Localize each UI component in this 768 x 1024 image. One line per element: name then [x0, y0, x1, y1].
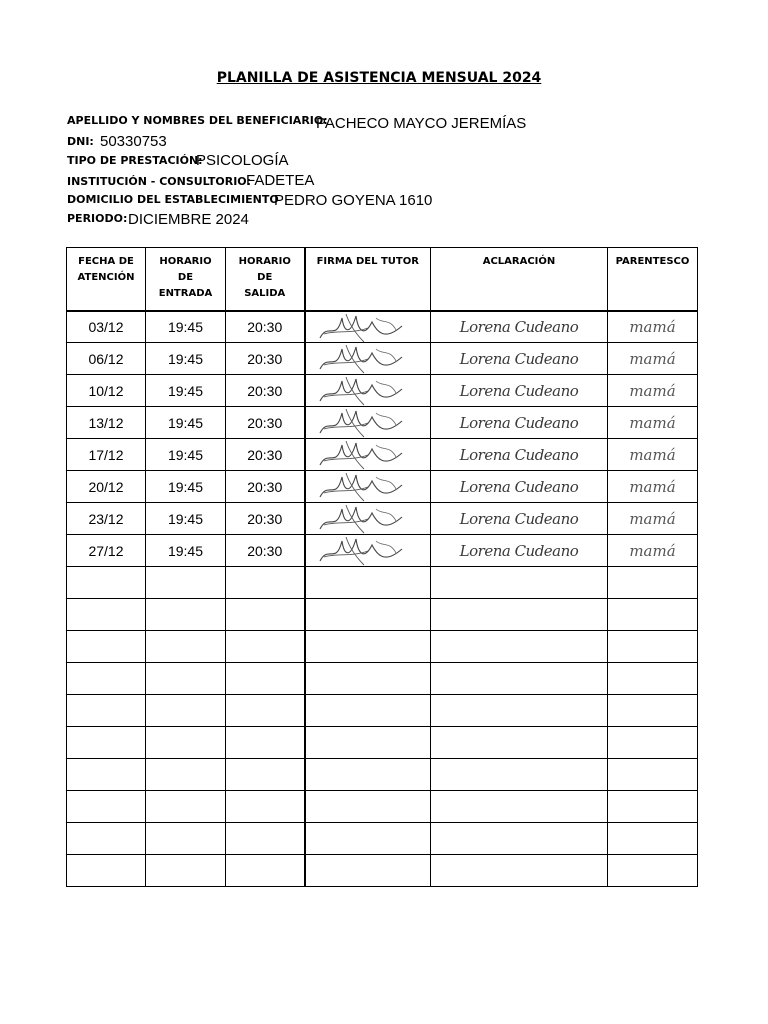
- cell-empty: [67, 791, 146, 823]
- parentesco-text: mamá: [629, 541, 676, 560]
- cell-empty: [608, 855, 698, 887]
- cell-fecha: 27/12: [67, 535, 146, 567]
- field-label: TIPO DE PRESTACIÓN:: [67, 154, 203, 167]
- cell-empty: [146, 727, 226, 759]
- field-label: DOMICILIO DEL ESTABLECIMIENTO: [67, 193, 279, 206]
- dni-value: 50330753: [100, 133, 167, 150]
- cell-empty: [146, 599, 226, 631]
- cell-empty: [226, 855, 305, 887]
- cell-empty: [431, 823, 608, 855]
- beneficiario-value: PACHECO MAYCO JEREMÍAS: [316, 115, 527, 132]
- cell-fecha: 17/12: [67, 439, 146, 471]
- cell-fecha: 10/12: [67, 375, 146, 407]
- cell-fecha: 03/12: [67, 311, 146, 343]
- header-entrada: HORARIO DE ENTRADA: [146, 248, 226, 311]
- cell-empty: [608, 567, 698, 599]
- prestacion-value: PSICOLOGÍA: [196, 152, 289, 169]
- cell-aclaracion: [431, 375, 608, 407]
- cell-empty: [431, 759, 608, 791]
- parentesco-text: mamá: [629, 317, 676, 336]
- cell-empty: [146, 631, 226, 663]
- cell-empty: [305, 695, 431, 727]
- cell-empty: [608, 727, 698, 759]
- table-row: [67, 375, 698, 407]
- field-label: PERIODO:: [67, 212, 128, 225]
- cell-empty: [226, 631, 305, 663]
- cell-empty: [608, 823, 698, 855]
- table-header-row: [67, 248, 698, 311]
- table-row: [67, 343, 698, 375]
- cell-fecha: 06/12: [67, 343, 146, 375]
- parentesco-text: mamá: [629, 509, 676, 528]
- aclaracion-text: Lorena Cudeano: [459, 413, 579, 432]
- cell-empty: [431, 663, 608, 695]
- table-row: [67, 471, 698, 503]
- cell-entrada: 19:45: [146, 471, 226, 503]
- cell-empty: [305, 823, 431, 855]
- table-row-empty: [67, 631, 698, 663]
- cell-empty: [305, 631, 431, 663]
- cell-empty: [226, 791, 305, 823]
- cell-aclaracion: [431, 503, 608, 535]
- table-row-empty: [67, 823, 698, 855]
- cell-empty: [431, 695, 608, 727]
- cell-entrada: 19:45: [146, 535, 226, 567]
- table-row-empty: [67, 791, 698, 823]
- cell-empty: [146, 759, 226, 791]
- cell-empty: [305, 855, 431, 887]
- cell-empty: [67, 567, 146, 599]
- cell-empty: [305, 791, 431, 823]
- header-aclaracion: ACLARACIÓN: [431, 248, 608, 311]
- table-row: [67, 311, 698, 343]
- signature-icon: [306, 343, 432, 375]
- parentesco-text: mamá: [629, 477, 676, 496]
- cell-entrada: 19:45: [146, 311, 226, 343]
- header-parentesco: PARENTESCO: [608, 248, 698, 311]
- parentesco-text: mamá: [629, 445, 676, 464]
- cell-empty: [146, 695, 226, 727]
- cell-entrada: 19:45: [146, 503, 226, 535]
- cell-empty: [226, 695, 305, 727]
- signature-icon: [306, 312, 432, 344]
- cell-salida: 20:30: [226, 407, 305, 439]
- cell-empty: [67, 727, 146, 759]
- periodo-value: DICIEMBRE 2024: [128, 211, 249, 228]
- cell-empty: [608, 631, 698, 663]
- cell-empty: [146, 791, 226, 823]
- cell-firma: [305, 471, 431, 503]
- aclaracion-text: Lorena Cudeano: [459, 541, 579, 560]
- table-row-empty: [67, 567, 698, 599]
- aclaracion-text: Lorena Cudeano: [459, 349, 579, 368]
- attendance-table: [66, 247, 698, 887]
- table-row: [67, 503, 698, 535]
- cell-aclaracion: [431, 407, 608, 439]
- cell-empty: [67, 599, 146, 631]
- cell-entrada: 19:45: [146, 407, 226, 439]
- cell-salida: 20:30: [226, 343, 305, 375]
- cell-firma: [305, 535, 431, 567]
- parentesco-text: mamá: [629, 381, 676, 400]
- table-row-empty: [67, 727, 698, 759]
- cell-firma: [305, 407, 431, 439]
- cell-aclaracion: [431, 439, 608, 471]
- cell-salida: 20:30: [226, 375, 305, 407]
- cell-empty: [431, 631, 608, 663]
- table-row: [67, 407, 698, 439]
- cell-empty: [146, 663, 226, 695]
- cell-empty: [67, 663, 146, 695]
- cell-empty: [305, 567, 431, 599]
- cell-firma: [305, 375, 431, 407]
- header-firma: FIRMA DEL TUTOR: [305, 248, 431, 311]
- cell-firma: [305, 503, 431, 535]
- parentesco-text: mamá: [629, 413, 676, 432]
- field-label: INSTITUCIÓN - CONSULTORIO:: [67, 175, 252, 188]
- cell-empty: [226, 823, 305, 855]
- cell-empty: [305, 599, 431, 631]
- cell-empty: [226, 759, 305, 791]
- aclaracion-text: Lorena Cudeano: [459, 317, 579, 336]
- cell-parentesco: [608, 343, 698, 375]
- cell-entrada: 19:45: [146, 375, 226, 407]
- cell-empty: [608, 791, 698, 823]
- cell-aclaracion: [431, 535, 608, 567]
- signature-icon: [306, 407, 432, 439]
- cell-firma: [305, 439, 431, 471]
- cell-empty: [608, 663, 698, 695]
- cell-empty: [608, 599, 698, 631]
- signature-icon: [306, 503, 432, 535]
- cell-firma: [305, 343, 431, 375]
- cell-empty: [431, 791, 608, 823]
- cell-parentesco: [608, 407, 698, 439]
- cell-empty: [305, 727, 431, 759]
- cell-empty: [67, 823, 146, 855]
- cell-empty: [146, 567, 226, 599]
- cell-empty: [146, 855, 226, 887]
- cell-aclaracion: [431, 471, 608, 503]
- cell-fecha: 13/12: [67, 407, 146, 439]
- field-label: APELLIDO Y NOMBRES DEL BENEFICIARIO:: [67, 114, 328, 127]
- cell-parentesco: [608, 439, 698, 471]
- cell-salida: 20:30: [226, 535, 305, 567]
- cell-empty: [226, 727, 305, 759]
- cell-empty: [305, 663, 431, 695]
- signature-icon: [306, 471, 432, 503]
- cell-entrada: 19:45: [146, 343, 226, 375]
- cell-salida: 20:30: [226, 311, 305, 343]
- cell-empty: [608, 695, 698, 727]
- cell-empty: [226, 567, 305, 599]
- cell-salida: 20:30: [226, 471, 305, 503]
- table-row-empty: [67, 855, 698, 887]
- cell-parentesco: [608, 503, 698, 535]
- cell-empty: [67, 759, 146, 791]
- table-row-empty: [67, 759, 698, 791]
- cell-empty: [67, 695, 146, 727]
- document-title: PLANILLA DE ASISTENCIA MENSUAL 2024: [216, 70, 542, 86]
- cell-aclaracion: [431, 311, 608, 343]
- cell-empty: [226, 599, 305, 631]
- cell-empty: [67, 631, 146, 663]
- signature-icon: [306, 375, 432, 407]
- table-row: [67, 439, 698, 471]
- cell-fecha: 23/12: [67, 503, 146, 535]
- domicilio-value: PEDRO GOYENA 1610: [274, 192, 433, 209]
- table-row-empty: [67, 663, 698, 695]
- cell-empty: [431, 855, 608, 887]
- cell-fecha: 20/12: [67, 471, 146, 503]
- signature-icon: [306, 439, 432, 471]
- cell-aclaracion: [431, 343, 608, 375]
- cell-parentesco: [608, 535, 698, 567]
- cell-empty: [305, 759, 431, 791]
- cell-salida: 20:30: [226, 503, 305, 535]
- aclaracion-text: Lorena Cudeano: [459, 509, 579, 528]
- cell-empty: [431, 727, 608, 759]
- header-fecha: FECHA DE ATENCIÓN: [67, 248, 146, 311]
- cell-entrada: 19:45: [146, 439, 226, 471]
- cell-salida: 20:30: [226, 439, 305, 471]
- cell-firma: [305, 311, 431, 343]
- table-row-empty: [67, 599, 698, 631]
- field-label: DNI:: [67, 135, 94, 148]
- aclaracion-text: Lorena Cudeano: [459, 477, 579, 496]
- table-row-empty: [67, 695, 698, 727]
- cell-parentesco: [608, 375, 698, 407]
- cell-empty: [67, 855, 146, 887]
- header-salida: HORARIO DE SALIDA: [226, 248, 305, 311]
- table-row: [67, 535, 698, 567]
- cell-empty: [608, 759, 698, 791]
- aclaracion-text: Lorena Cudeano: [459, 445, 579, 464]
- cell-empty: [431, 567, 608, 599]
- aclaracion-text: Lorena Cudeano: [459, 381, 579, 400]
- signature-icon: [306, 535, 432, 567]
- cell-empty: [431, 599, 608, 631]
- cell-empty: [146, 823, 226, 855]
- cell-parentesco: [608, 311, 698, 343]
- parentesco-text: mamá: [629, 349, 676, 368]
- cell-empty: [226, 663, 305, 695]
- cell-parentesco: [608, 471, 698, 503]
- institucion-value: FADETEA: [246, 172, 315, 189]
